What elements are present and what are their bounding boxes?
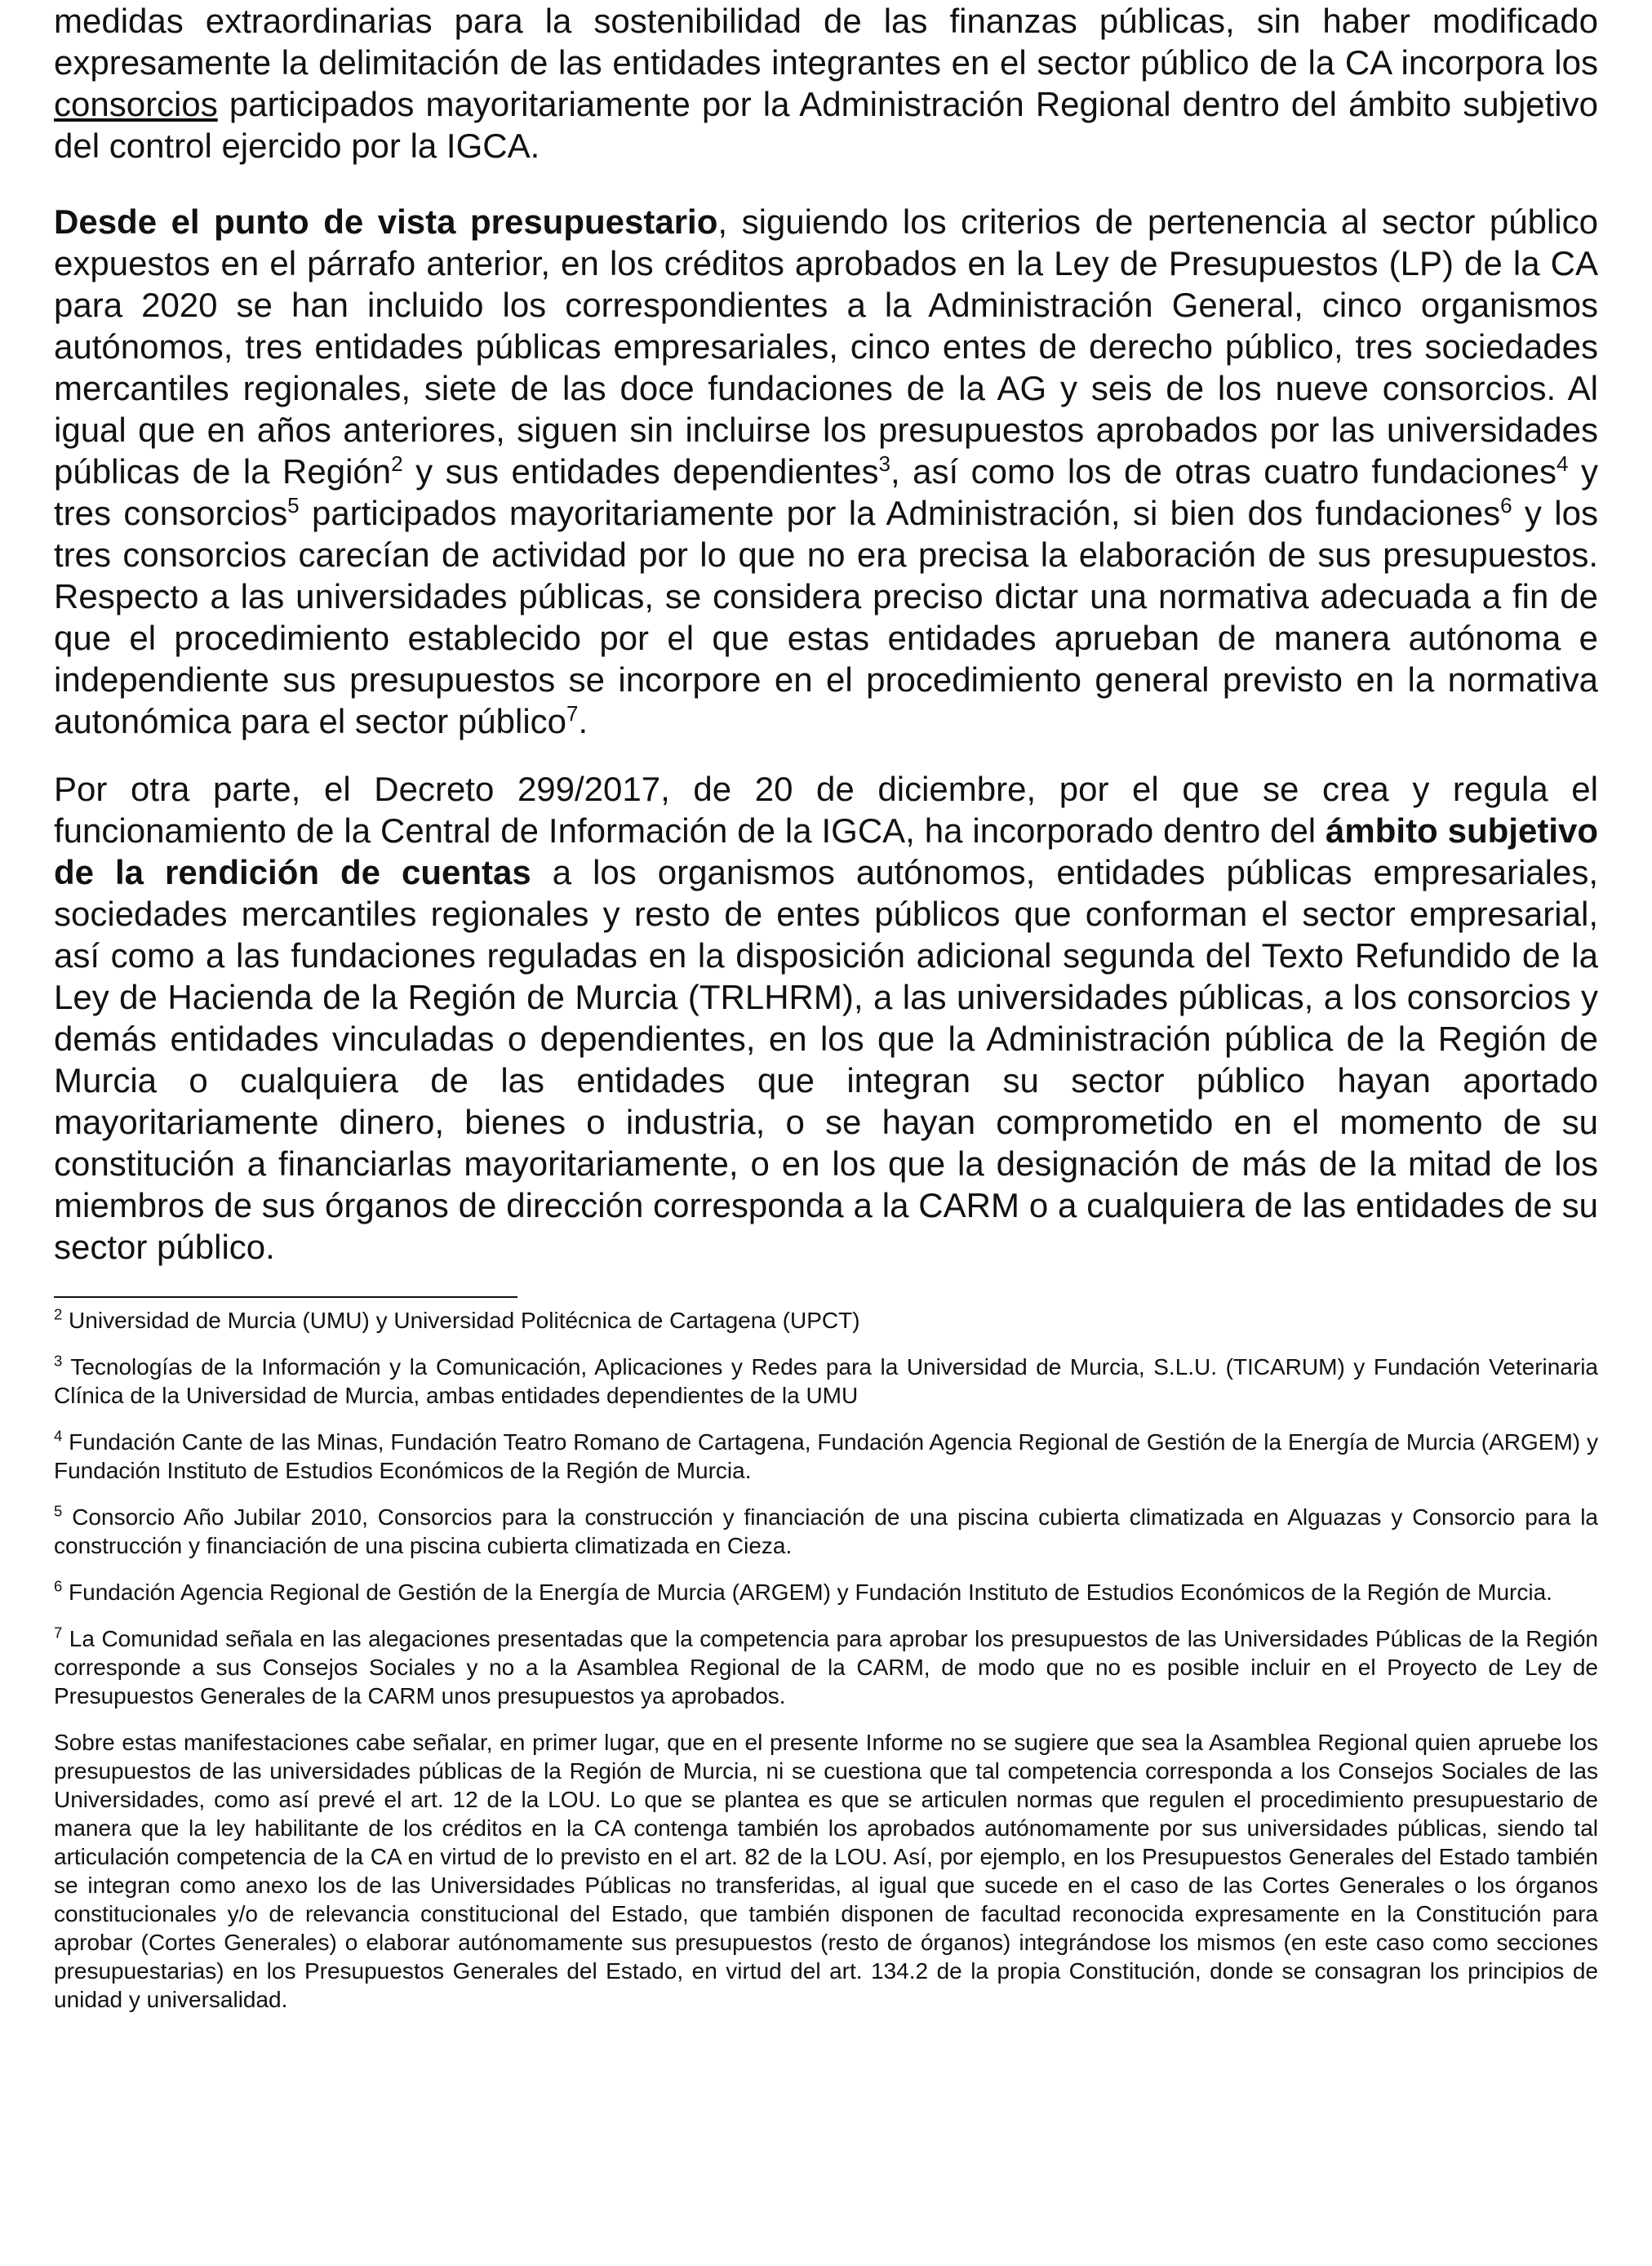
footnote-7 (54, 1624, 1598, 1710)
footnote-number: 7 (54, 1624, 63, 1642)
paragraph-rendicion-cuentas (54, 768, 1598, 1268)
footnote-text: Consorcio Año Jubilar 2010, Consorcios para la construcción y financiación de una piscina cubierta climatizada en Alguazas y Consorcio para la construcción y financiación de una piscina cubierta climatizada en Cieza. (54, 1504, 1598, 1558)
underlined-term: consorcios (54, 85, 218, 123)
paragraph-text: participados mayoritariamente por la Administración, si bien dos fundaciones (299, 494, 1501, 532)
footnotes-section (54, 1306, 1598, 2032)
footnote-ref-6[interactable]: 6 (1500, 493, 1512, 518)
footnote-ref-2[interactable]: 2 (391, 451, 403, 476)
footnote-number: 3 (54, 1352, 63, 1370)
paragraph-text: , siguiendo los criterios de pertenencia al sector público expuestos en el párrafo anterior, en los créditos aprobados en la Ley de Presupuestos (LP) de la CA para 2020 se han incluido los correspondientes a la Administración General, cinco organismos autónomos, tres entidades públicas empresariales, cinco entes de derecho público, tres sociedades mercantiles regionales, siete de las doce fundaciones de la AG y seis de los nueve consorcios. Al igual que en años anteriores, siguen sin incluirse los presupuestos aprobados por las universidades públicas de la Región (54, 202, 1598, 491)
paragraph-text: . (578, 702, 588, 740)
footnote-number: 6 (54, 1577, 63, 1595)
paragraph-budgetary-view (54, 201, 1598, 742)
footnote-2 (54, 1306, 1598, 1335)
footnote-number: 2 (54, 1305, 63, 1323)
footnote-3 (54, 1353, 1598, 1410)
bold-lead: Desde el punto de vista presupuestario (54, 202, 718, 241)
footnote-4 (54, 1428, 1598, 1485)
footnote-separator (54, 1296, 517, 1298)
footnote-ref-4[interactable]: 4 (1556, 451, 1569, 476)
paragraph-text: medidas extraordinarias para la sostenibilidad de las finanzas públicas, sin haber modificado expresamente la delimitación de las entidades integrantes en el sector público de la CA incorpora los (54, 2, 1598, 82)
footnote-ref-5[interactable]: 5 (287, 493, 300, 518)
paragraph-text: participados mayoritariamente por la Administración Regional dentro del ámbito subjetivo del control ejercido por la IGCA. (54, 85, 1598, 165)
paragraph-text: Por otra parte, el Decreto 299/2017, de 20 de diciembre, por el que se crea y regula el funcionamiento de la Central de Información de la IGCA, ha incorporado dentro del (54, 770, 1598, 850)
footnote-number: 4 (54, 1427, 63, 1445)
footnote-number: 5 (54, 1502, 63, 1520)
paragraph-consorcios (54, 0, 1598, 167)
paragraph-text: y tres consorcios (54, 452, 1598, 532)
footnote-ref-7[interactable]: 7 (566, 701, 579, 726)
paragraph-text: a los organismos autónomos, entidades públicas empresariales, sociedades mercantiles regionales y resto de entes públicos que conforman el sector empresarial, así como a las fundaciones reguladas en la disposición adicional segunda del Texto Refundido de la Ley de Hacienda de la Región de Murcia (TRLHRM), a las universidades públicas, a los consorcios y demás entidades vinculadas o dependientes, en los que la Administración pública de la Región de Murcia o cualquiera de las entidades que integran su sector público hayan aportado mayoritariamente dinero, bienes o industria, o se hayan comprometido en el momento de su constitución a financiarlas mayoritariamente, o en los que la designación de más de la mitad de los miembros de sus órganos de dirección corresponda a la CARM o a cualquiera de las entidades de su sector público. (54, 853, 1598, 1266)
paragraph-text: y los tres consorcios carecían de actividad por lo que no era precisa la elaboración de sus presupuestos. Respecto a las universidades públicas, se considera preciso dictar una normativa adecuada a fin de que el procedimiento establecido por el que estas entidades aprueban de manera autónoma e independiente sus presupuestos se incorpore en el procedimiento general previsto en la normativa autonómica para el sector público (54, 494, 1599, 740)
footnote-text: Universidad de Murcia (UMU) y Universidad Politécnica de Cartagena (UPCT) (62, 1308, 860, 1333)
footnote-7-continuation: Sobre estas manifestaciones cabe señalar, en primer lugar, que en el presente Informe no se sugiere que sea la Asamblea Regional quien apruebe los presupuestos de las universidades públicas de la Región de Murcia, ni se cuestiona que tal competencia corresponda a los Consejos Sociales de las Universidades, como así prevé el art. 12 de la LOU. Lo que se plantea es que se articulen normas que regulen el procedimiento presupuestario de manera que la ley habilitante de los créditos en la CA contenga también los aprobados autónomamente por sus universidades públicas, siendo tal articulación competencia de la CA en virtud de lo previsto en el art. 82 de la LOU. Así, por ejemplo, en los Presupuestos Generales del Estado también se integran como anexo los de las Universidades Públicas no transferidas, al igual que sucede en el caso de las Cortes Generales o los órganos constitucionales y/o de relevancia constitucional del Estado, que también disponen de facultad reconocida expresamente en la Constitución para aprobar (Cortes Generales) o elaborar autónomamente sus presupuestos (resto de órganos) integrándose los mismos (en este caso como secciones presupuestarias) en los Presupuestos Generales del Estado, en virtud del art. 134.2 de la propia Constitución, donde se consagran los principios de unidad y universalidad. (54, 1730, 1598, 2012)
paragraph-text: , así como los de otras cuatro fundaciones (890, 452, 1557, 491)
paragraph-text: y sus entidades dependientes (402, 452, 879, 491)
footnote-text: La Comunidad señala en las alegaciones presentadas que la competencia para aprobar los presupuestos de las Universidades Públicas de la Región corresponde a sus Consejos Sociales y no a la Asamblea Regional de la CARM, de modo que no es posible incluir en el Proyecto de Ley de Presupuestos Generales de la CARM unos presupuestos ya aprobados. (54, 1626, 1598, 1708)
footnote-text: Fundación Cante de las Minas, Fundación Teatro Romano de Cartagena, Fundación Agencia Regional de Gestión de la Energía de Murcia (ARGEM) y Fundación Instituto de Estudios Económicos de la Región de Murcia. (54, 1429, 1598, 1483)
footnote-text: Tecnologías de la Información y la Comunicación, Aplicaciones y Redes para la Universidad de Murcia, S.L.U. (TICARUM) y Fundación Veterinaria Clínica de la Universidad de Murcia, ambas entidades dependientes de la UMU (54, 1354, 1598, 1408)
footnote-text: Fundación Agencia Regional de Gestión de la Energía de Murcia (ARGEM) y Fundación Instituto de Estudios Económicos de la Región de Murcia. (62, 1580, 1552, 1605)
bold-term: ámbito subjetivo de la rendición de cuentas (54, 811, 1598, 891)
footnote-6 (54, 1578, 1598, 1606)
footnote-5 (54, 1503, 1598, 1560)
footnote-ref-3[interactable]: 3 (878, 451, 890, 476)
